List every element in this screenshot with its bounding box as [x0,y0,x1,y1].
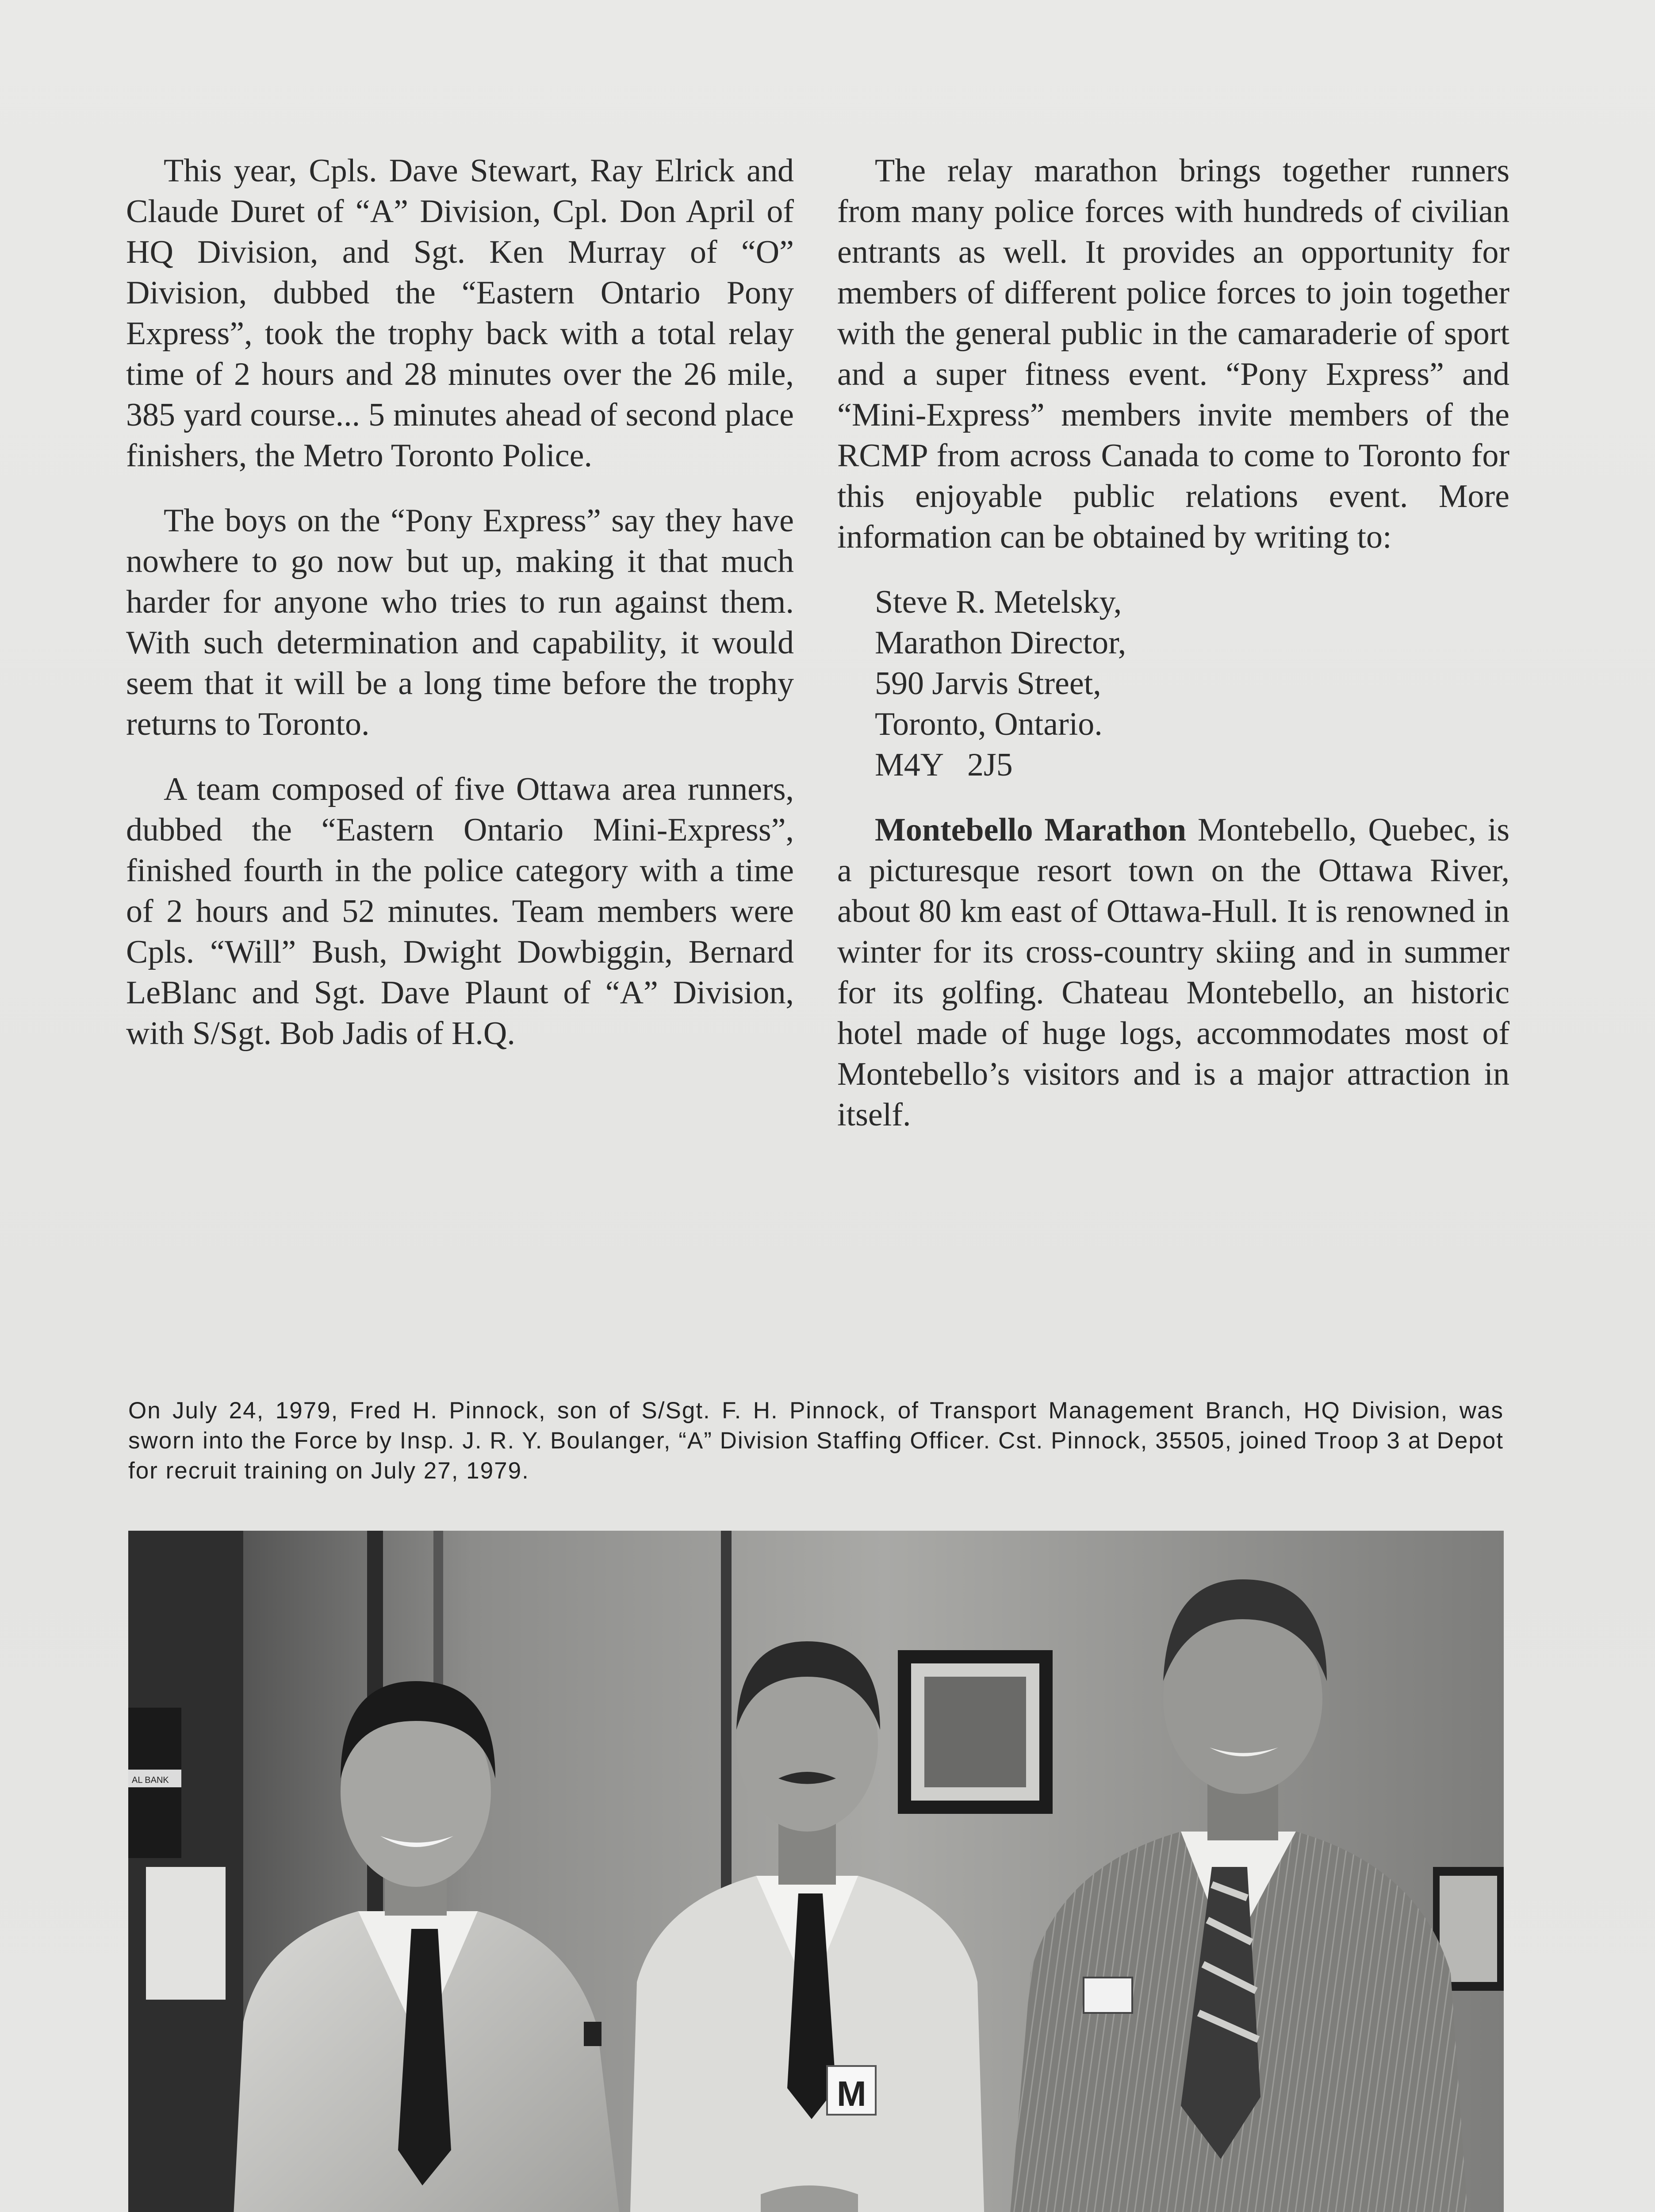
montebello-text: Montebello, Quebec, is a picturesque resort town on the Ottawa River, about 80 km east of Ottawa-Hull. It is renowned in winter for its cross-country skiing and in summer for its golfing. Chateau Montebello, an historic hotel made of huge logs, accommodates most of Montebello’s visitors and is a major attraction in itself. [837,812,1509,1133]
mailing-address [875,582,1509,785]
id-badge-letter: M [837,2074,866,2113]
address-line: M4Y 2J5 [875,747,1013,783]
left-paragraph-3: A team composed of five Ottawa area runners, dubbed the “Eastern Ontario Mini-Express”, finished fourth in the police category with a time of 2 hours and 52 minutes. Team members were Cpls. “Will” Bush, Dwight Dowbiggin, Bernard LeBlanc and Sgt. Dave Plaunt of “A” Division, with S/Sgt. Bob Jadis of H.Q. [126,771,794,1052]
address-line: Steve R. Metelsky, [875,584,1122,620]
poster-text: AL BANK [132,1775,169,1785]
group-photo [128,1531,1504,2212]
photo-caption: On July 24, 1979, Fred H. Pinnock, son of S/Sgt. F. H. Pinnock, of Transport Management Branch, HQ Division, was sworn into the Force by Insp. J. R. Y. Boulanger, “A” Division Staffing Officer. Cst. Pinnock, 35505, joined Troop 3 at Depot for recruit training on July 27, 1979. [128,1398,1504,1484]
right-paragraph-2 [837,810,1509,1135]
right-paragraph-1: The relay marathon brings together runners from many police forces with hundreds of civilian entrants as well. It provides an opportunity for members of different police forces to join together with the general public in the camaraderie of sport and a super fitness event. “Pony Express” and “Mini-Express” members invite members of the RCMP from across Canada to come to Toronto for this enjoyable public relations event. More information can be obtained by writing to: [837,153,1509,555]
right-column [837,150,1509,1160]
left-paragraph-2: The boys on the “Pony Express” say they have nowhere to go now but up, making it that much harder for anyone who tries to run against them. With such determination and capability, it would seem that it will be a long time before the trophy returns to Toronto. [126,503,794,742]
left-column [126,150,794,1078]
photo-illustration [128,1531,1504,2212]
address-line: Toronto, Ontario. [875,706,1103,742]
address-line: Marathon Director, [875,625,1126,661]
left-paragraph-1: This year, Cpls. Dave Stewart, Ray Elrick and Claude Duret of “A” Division, Cpl. Don April of HQ Division, and Sgt. Ken Murray of “O” Division, dubbed the “Eastern Ontario Pony Express”, took the trophy back with a total relay time of 2 hours and 28 minutes over the 26 mile, 385 yard course... 5 minutes ahead of second place finishers, the Metro Toronto Police. [126,153,794,474]
address-line: 590 Jarvis Street, [875,665,1101,702]
section-heading: Montebello Marathon [875,812,1187,848]
